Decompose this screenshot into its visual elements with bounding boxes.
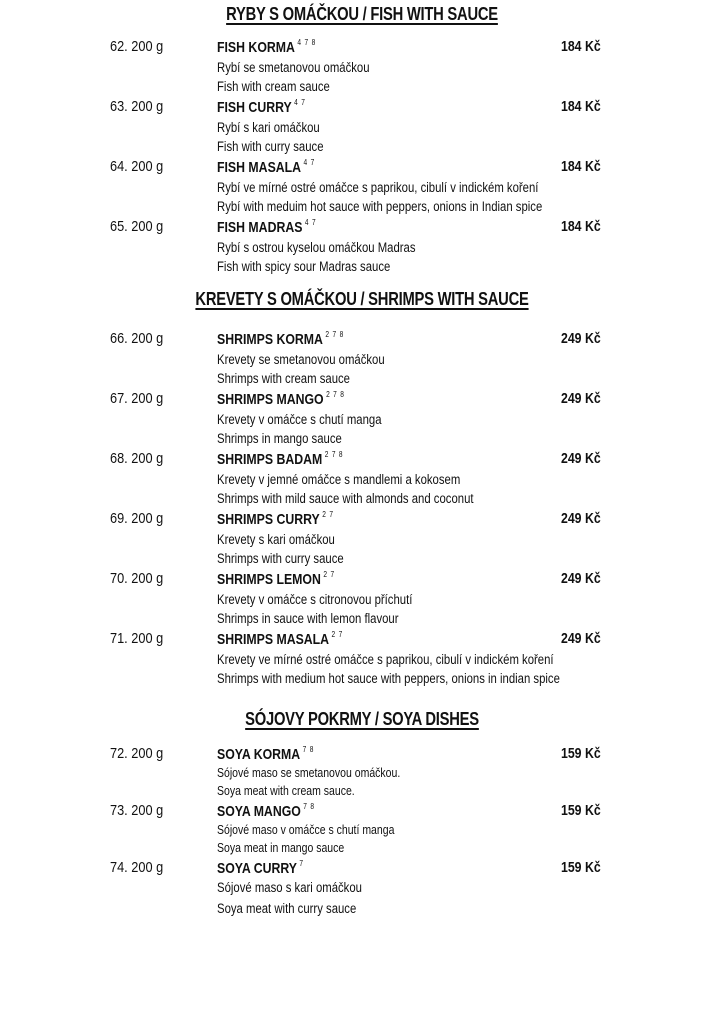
allergen-codes: 4 7 8 bbox=[297, 38, 317, 47]
item-price: 184 Kč bbox=[561, 218, 601, 235]
item-quantity: 73. 200 g bbox=[110, 802, 164, 819]
item-name: SOYA MANGO $^{7 8}$ bbox=[217, 802, 315, 820]
item-description-cz: Sójové maso s kari omáčkou bbox=[217, 880, 362, 895]
allergen-codes: 2 7 bbox=[323, 570, 335, 579]
item-price: 159 Kč bbox=[561, 859, 601, 876]
item-price: 184 Kč bbox=[561, 98, 601, 115]
item-name: FISH CURRY $^{4 7}$ bbox=[217, 98, 306, 116]
item-name: SHRIMPS BADAM $^{2 7 8}$ bbox=[217, 450, 344, 468]
item-quantity: 72. 200 g bbox=[110, 745, 164, 762]
item-description-en: Soya meat in mango sauce bbox=[217, 841, 345, 855]
item-description-en: Soya meat with cream sauce. bbox=[217, 784, 355, 798]
allergen-codes: 7 8 bbox=[302, 745, 315, 754]
item-description-cz: Krevety ve mírné ostré omáčce s paprikou, cibulí v indickém koření bbox=[217, 652, 554, 667]
item-price: 249 Kč bbox=[561, 450, 601, 467]
item-description-en: Shrimps with curry sauce bbox=[217, 551, 344, 566]
item-quantity: 67. 200 g bbox=[110, 390, 164, 407]
item-name: SHRIMPS MANGO $^{2 7 8}$ bbox=[217, 390, 345, 408]
item-description-en: Shrimps in mango sauce bbox=[217, 431, 342, 446]
item-quantity: 63. 200 g bbox=[110, 98, 164, 115]
item-description-cz: Krevety se smetanovou omáčkou bbox=[217, 352, 385, 367]
item-quantity: 69. 200 g bbox=[110, 510, 164, 527]
allergen-codes: 4 7 bbox=[304, 218, 317, 227]
item-description-en: Fish with cream sauce bbox=[217, 79, 330, 94]
item-price: 184 Kč bbox=[561, 158, 601, 175]
item-name: SOYA CURRY $^7$ bbox=[217, 859, 304, 877]
item-price: 249 Kč bbox=[561, 630, 601, 647]
item-price: 249 Kč bbox=[561, 330, 601, 347]
item-name: FISH MASALA $^{4 7}$ bbox=[217, 158, 316, 176]
item-price: 159 Kč bbox=[561, 802, 601, 819]
item-description-en: Shrimps with cream sauce bbox=[217, 371, 350, 386]
item-description-cz: Sójové maso se smetanovou omáčkou. bbox=[217, 766, 401, 780]
section-title-soya: SÓJOVY POKRMY / SOYA DISHES bbox=[245, 709, 479, 729]
item-description-cz: Rybí s ostrou kyselou omáčkou Madras bbox=[217, 240, 416, 255]
item-price: 249 Kč bbox=[561, 390, 601, 407]
item-quantity: 68. 200 g bbox=[110, 450, 164, 467]
item-description-cz: Sójové maso v omáčce s chutí manga bbox=[217, 823, 395, 837]
item-description-en: Fish with spicy sour Madras sauce bbox=[217, 259, 391, 274]
item-description-cz: Krevety v omáčce s citronovou příchutí bbox=[217, 592, 413, 607]
allergen-codes: 7 8 bbox=[303, 802, 315, 811]
item-description-cz: Krevety v jemné omáčce s mandlemi a kokosem bbox=[217, 472, 461, 487]
item-description-cz: Rybí s kari omáčkou bbox=[217, 120, 320, 135]
item-description-cz: Krevety s kari omáčkou bbox=[217, 532, 335, 547]
item-description-cz: Krevety v omáčce s chutí manga bbox=[217, 412, 382, 427]
item-description-cz: Rybí ve mírné ostré omáčce s paprikou, cibulí v indickém koření bbox=[217, 180, 539, 195]
item-description-en: Shrimps with mild sauce with almonds and coconut bbox=[217, 491, 474, 506]
allergen-codes: 2 7 8 bbox=[325, 330, 345, 339]
allergen-codes: 2 7 8 bbox=[326, 390, 345, 399]
item-description-en: Fish with curry sauce bbox=[217, 139, 324, 154]
item-description-en: Shrimps in sauce with lemon flavour bbox=[217, 611, 399, 626]
item-price: 249 Kč bbox=[561, 510, 601, 527]
item-description-cz: Rybí se smetanovou omáčkou bbox=[217, 60, 370, 75]
item-name: SOYA KORMA $^{7 8}$ bbox=[217, 745, 315, 763]
item-quantity: 65. 200 g bbox=[110, 218, 164, 235]
item-name: SHRIMPS CURRY $^{2 7}$ bbox=[217, 510, 334, 528]
item-quantity: 70. 200 g bbox=[110, 570, 164, 587]
item-name: SHRIMPS LEMON $^{2 7}$ bbox=[217, 570, 335, 588]
item-quantity: 71. 200 g bbox=[110, 630, 164, 647]
item-quantity: 64. 200 g bbox=[110, 158, 164, 175]
item-name: SHRIMPS MASALA $^{2 7}$ bbox=[217, 630, 344, 648]
item-name: SHRIMPS KORMA $^{2 7 8}$ bbox=[217, 330, 345, 348]
allergen-codes: 4 7 bbox=[294, 98, 306, 107]
item-description-en: Soya meat with curry sauce bbox=[217, 901, 357, 916]
allergen-codes: 7 bbox=[299, 859, 304, 868]
allergen-codes: 2 7 bbox=[331, 630, 344, 639]
section-title-fish: RYBY S OMÁČKOU / FISH WITH SAUCE bbox=[226, 4, 498, 24]
allergen-codes: 2 7 bbox=[322, 510, 334, 519]
item-quantity: 66. 200 g bbox=[110, 330, 164, 347]
item-price: 159 Kč bbox=[561, 745, 601, 762]
item-quantity: 62. 200 g bbox=[110, 38, 164, 55]
section-title-shrimps: KREVETY S OMÁČKOU / SHRIMPS WITH SAUCE bbox=[195, 289, 529, 309]
item-name: FISH KORMA $^{4 7 8}$ bbox=[217, 38, 317, 56]
allergen-codes: 2 7 8 bbox=[324, 450, 344, 459]
allergen-codes: 4 7 bbox=[303, 158, 316, 167]
item-price: 184 Kč bbox=[561, 38, 601, 55]
item-description-en: Rybí with meduim hot sauce with peppers, onions in Indian spice bbox=[217, 199, 543, 214]
item-quantity: 74. 200 g bbox=[110, 859, 164, 876]
item-name: FISH MADRAS $^{4 7}$ bbox=[217, 218, 317, 236]
item-price: 249 Kč bbox=[561, 570, 601, 587]
item-description-en: Shrimps with medium hot sauce with peppers, onions in indian spice bbox=[217, 671, 560, 686]
